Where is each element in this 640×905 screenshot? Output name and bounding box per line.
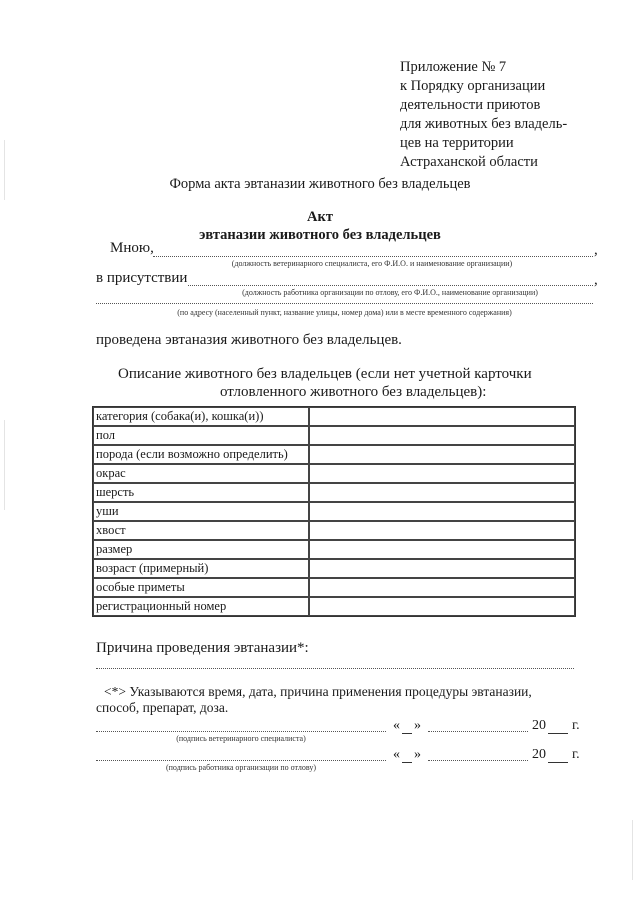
act-title-line: эвтаназии животного без владельцев [199,227,441,243]
row-value-cell[interactable] [309,483,575,502]
row-value-cell[interactable] [309,426,575,445]
table-row [93,597,575,616]
scan-margin-mark [632,820,633,880]
address-caption: (по адресу (населенный пункт, название улицы, номер дома) или в месте временного содержания) [177,308,512,317]
date-quote-close: » [414,718,421,733]
description-heading-line2: отловленного животного без владельцев): [220,384,487,400]
appendix-line: цев на территории [400,135,514,151]
act-title-line: Акт [307,209,333,225]
form-title: Форма акта эвтаназии животного без владельцев [169,176,471,192]
row-label: возраст (примерный) [93,559,309,578]
date-quote-close: » [414,747,421,762]
row-label: шерсть [93,483,309,502]
row-label: хвост [93,521,309,540]
description-heading-line1: Описание животного без владельцев (если нет учетной карточки [118,366,532,382]
row-label: пол [93,426,309,445]
row-label: уши [93,502,309,521]
row-value-cell[interactable] [309,445,575,464]
reason-fill-line[interactable] [96,668,574,669]
month-fill-line[interactable] [428,731,528,732]
row-value-cell[interactable] [309,578,575,597]
footnote-line2: способ, препарат, доза. [96,700,229,715]
table-row [93,445,575,464]
mnoyu-fill-line[interactable] [153,256,593,257]
footnote-line1: <*> Указываются время, дата, причина применения процедуры эвтаназии, [104,684,532,699]
row-value-cell[interactable] [309,464,575,483]
signature-line-vet[interactable] [96,731,386,732]
row-label: категория (собака(и), кошка(и)) [93,407,309,426]
presence-label: в присутствии [96,270,188,286]
row-label: порода (если возможно определить) [93,445,309,464]
appendix-line: к Порядку организации [400,78,546,94]
year-prefix: 20 [532,718,546,733]
table-row [93,578,575,597]
month-fill-line[interactable] [428,760,528,761]
table-row [93,559,575,578]
row-value-cell[interactable] [309,521,575,540]
presence-comma: , [594,272,598,288]
appendix-header [400,58,600,172]
row-value-cell[interactable] [309,502,575,521]
address-fill-line[interactable] [96,303,593,304]
signature-caption-catcher: (подпись работника организации по отлову) [165,763,317,772]
row-value-cell[interactable] [309,540,575,559]
row-label: особые приметы [93,578,309,597]
table-row [93,502,575,521]
row-value-cell[interactable] [309,559,575,578]
row-label: размер [93,540,309,559]
presence-fill-line[interactable] [188,285,593,286]
year-suffix: г. [572,718,580,733]
row-label: регистрационный номер [93,597,309,616]
act-title [0,208,640,244]
table-row [93,407,575,426]
table-row [93,521,575,540]
table-row [93,483,575,502]
reason-label: Причина проведения эвтаназии*: [96,640,309,656]
appendix-line: Приложение № 7 [400,59,507,75]
day-fill-line[interactable] [402,762,412,763]
mnoyu-caption: (должность ветеринарного специалиста, его Ф.И.О. и наименование организации) [231,259,513,268]
row-value-cell[interactable] [309,597,575,616]
row-value-cell[interactable] [309,407,575,426]
presence-caption: (должность работника организации по отлову, его Ф.И.О., наименование организации) [242,288,538,297]
scan-margin-mark [4,420,5,510]
appendix-line: для животных без владель- [400,116,568,132]
day-fill-line[interactable] [402,733,412,734]
year-suffix: г. [572,747,580,762]
year-fill-line[interactable] [548,762,568,763]
appendix-line: деятельности приютов [400,97,541,113]
animal-description-table [92,406,576,617]
row-label: окрас [93,464,309,483]
signature-caption-vet: (подпись ветеринарного специалиста) [176,734,306,743]
mnoyu-label: Мною, [110,240,154,256]
date-quote-open: « [393,747,400,762]
mnoyu-comma: , [594,242,598,258]
date-quote-open: « [393,718,400,733]
performed-text: проведена эвтаназия животного без владельцев. [96,332,402,348]
table-row [93,540,575,559]
signature-line-catcher[interactable] [96,760,386,761]
appendix-line: Астраханской области [400,154,538,170]
year-prefix: 20 [532,747,546,762]
year-fill-line[interactable] [548,733,568,734]
table-row [93,426,575,445]
table-row [93,464,575,483]
